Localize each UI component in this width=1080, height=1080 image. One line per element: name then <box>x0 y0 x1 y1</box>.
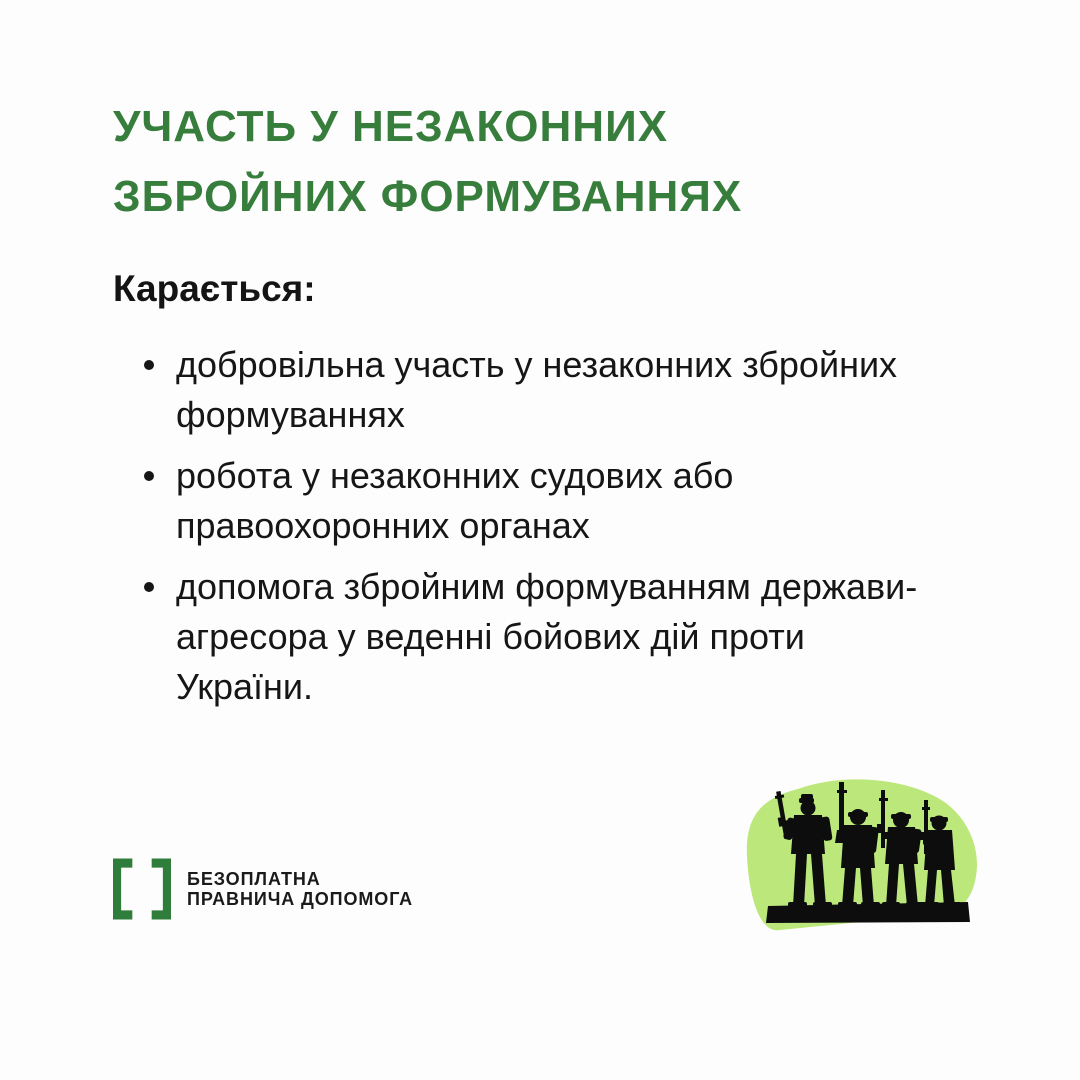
bullet-text: добровільна участь у незаконних збройних формуваннях <box>176 344 898 435</box>
brand-name-line-1: БЕЗОПЛАТНА <box>187 869 321 889</box>
list-item <box>138 340 928 440</box>
bullet-dot-icon <box>144 360 154 370</box>
title-line-1: УЧАСТЬ У НЕЗАКОННИХ <box>113 102 669 151</box>
square-brackets-icon <box>113 858 171 920</box>
brand-logo <box>113 858 413 920</box>
bullet-text: допомога збройним формуванням держави-агресора у веденні бойових дій проти України. <box>176 566 918 707</box>
list-item <box>138 562 928 712</box>
list-item <box>138 451 928 551</box>
page-title <box>113 92 742 232</box>
soldiers-silhouette-icon <box>740 756 980 940</box>
bullet-dot-icon <box>144 582 154 592</box>
brand-name <box>187 869 413 909</box>
bullet-dot-icon <box>144 471 154 481</box>
title-line-2: ЗБРОЙНИХ ФОРМУВАННЯХ <box>113 172 743 221</box>
brand-name-line-2: ПРАВНИЧА ДОПОМОГА <box>187 889 414 909</box>
bullet-list <box>138 340 928 723</box>
lead-text: Карається: <box>113 268 316 309</box>
soldiers-illustration <box>740 756 980 940</box>
bullet-text: робота у незаконних судових або правоохоронних органах <box>176 455 734 546</box>
